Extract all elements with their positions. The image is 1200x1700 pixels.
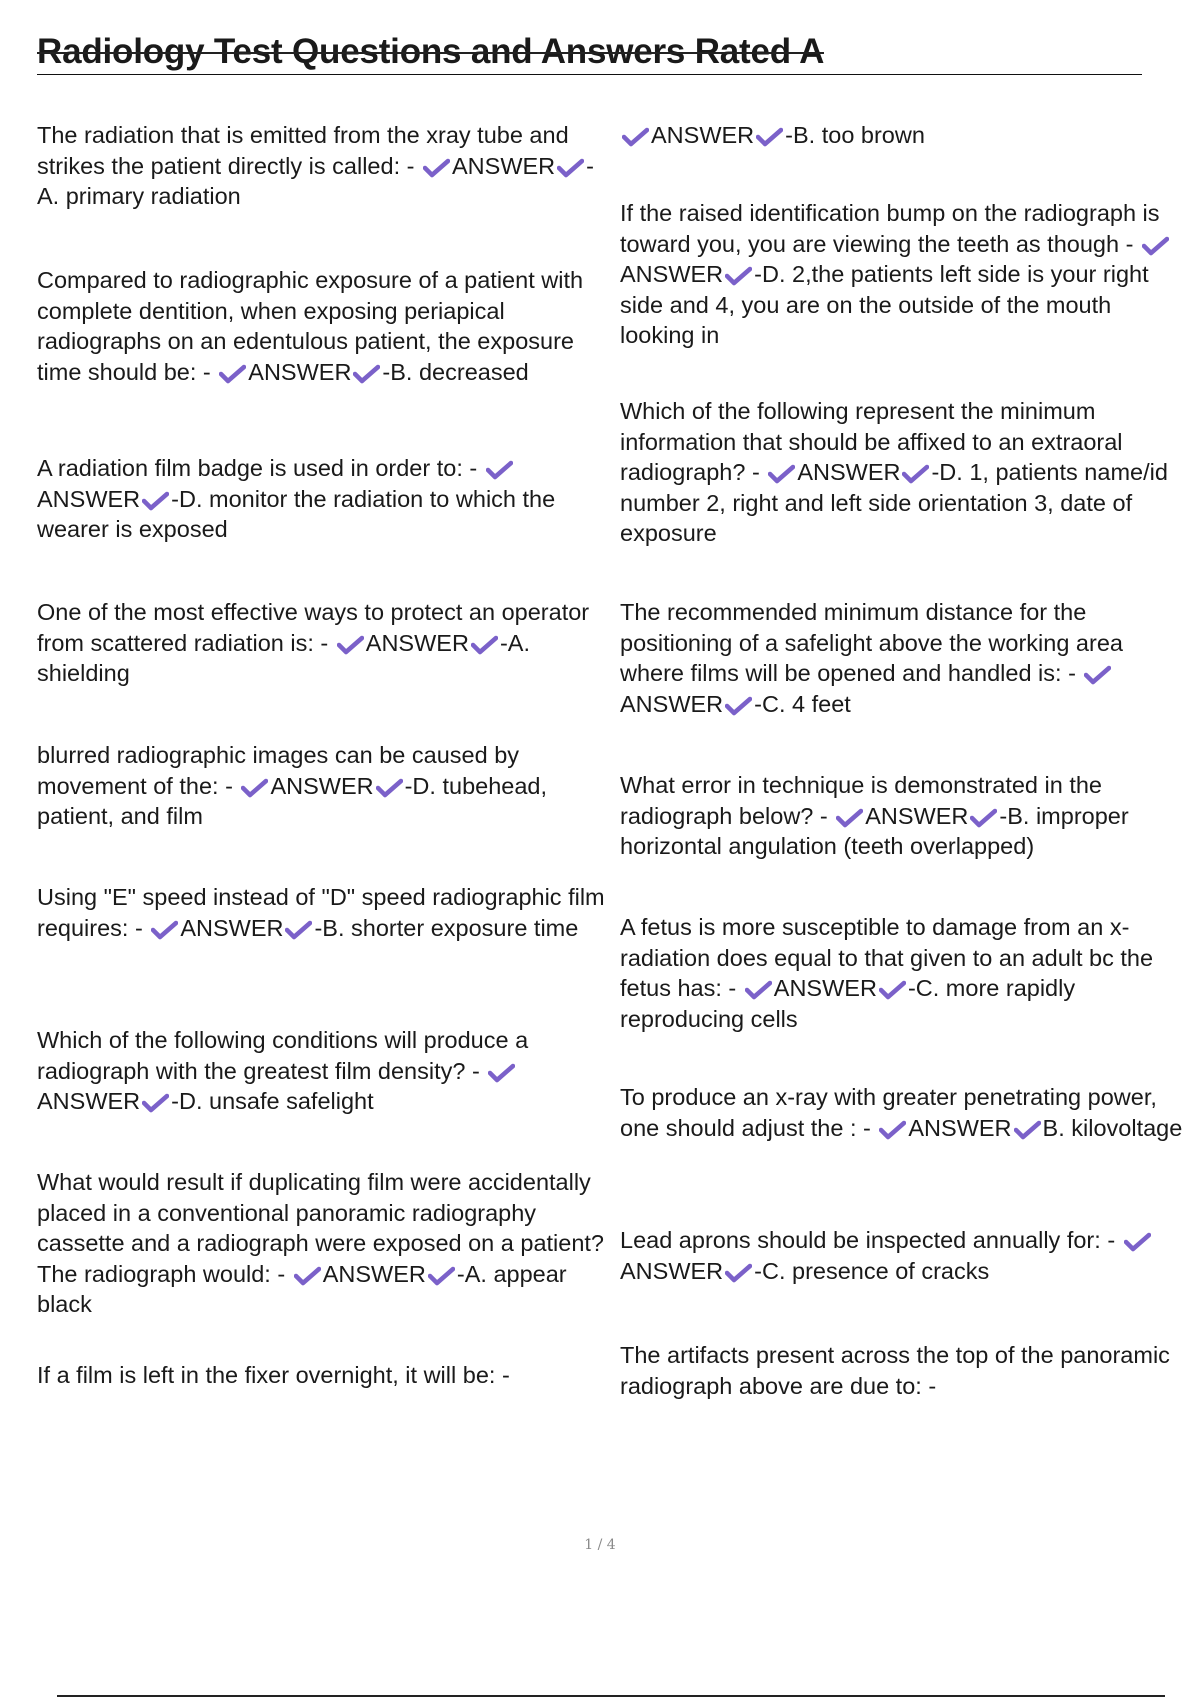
answer-label: ANSWER: [620, 261, 724, 287]
check-icon: [471, 635, 498, 655]
answer-text: -D. unsafe safelight: [171, 1088, 374, 1114]
qa-item: [37, 265, 609, 387]
check-icon: [725, 696, 752, 716]
question-text: Which of the following conditions will produce a radiograph with the greatest film density? -: [37, 1027, 529, 1084]
answer-text: -D. 1, patients name/id number 2, right and left side orientation 3, date of exposure: [620, 459, 1168, 546]
answer-text: -A. primary radiation: [37, 152, 594, 209]
answer-label: ANSWER: [773, 975, 877, 1001]
check-icon: [353, 364, 380, 384]
answer-text: -B. too brown: [785, 122, 925, 148]
question-text: The recommended minimum distance for the positioning of a safelight above the working area where films will be opened and handled is: -: [620, 599, 1123, 686]
question-text: To produce an x-ray with greater penetrating power, one should adjust the : -: [620, 1084, 1157, 1141]
answer-label: ANSWER: [365, 629, 469, 656]
check-icon: [756, 127, 783, 147]
page-title: Radiology Test Questions and Answers Rated A: [37, 30, 824, 74]
question-text: Using "E" speed instead of "D" speed radiographic film requires: -: [37, 884, 605, 941]
answer-label: ANSWER: [452, 152, 556, 179]
qa-item: [620, 120, 1192, 151]
check-icon: [1084, 665, 1111, 685]
check-icon: [142, 491, 169, 511]
check-icon: [1124, 1232, 1151, 1252]
answer-text: -B. decreased: [382, 358, 529, 385]
answer-text: -B. improper horizontal angulation (teeth overlapped): [620, 802, 1129, 859]
check-icon: [294, 1266, 321, 1286]
answer-text: B. kilovoltage: [1042, 1114, 1183, 1141]
question-text: A radiation film badge is used in order to: -: [37, 455, 478, 481]
answer-text: -B. shorter exposure time: [314, 914, 579, 941]
qa-item: [37, 120, 609, 212]
answer-label: ANSWER: [180, 914, 284, 941]
qa-item: [37, 597, 609, 689]
question-text: Which of the following represent the minimum information that should be affixed to an extraoral radiograph? -: [620, 398, 1123, 485]
footer-divider: [57, 1695, 1165, 1697]
qa-item: [620, 198, 1192, 351]
question-text: The radiation that is emitted from the xray tube and strikes the patient directly is called: -: [37, 122, 569, 179]
check-icon: [486, 460, 513, 480]
check-icon: [557, 158, 584, 178]
answer-label: ANSWER: [620, 1257, 724, 1284]
check-icon: [1142, 236, 1169, 256]
qa-item: [620, 770, 1192, 862]
qa-item: [37, 1025, 609, 1117]
check-icon: [622, 127, 649, 147]
answer-text: -A. appear black: [37, 1260, 567, 1317]
page-number: 1 / 4: [584, 1537, 616, 1553]
check-icon: [151, 920, 178, 940]
check-icon: [219, 364, 246, 384]
qa-item: [37, 882, 609, 943]
question-text: What would result if duplicating film were accidentally placed in a conventional panoramic radiography cassette and a radiograph were exposed on a patient? The radiograph would: -: [37, 1169, 605, 1287]
qa-item: [620, 1225, 1192, 1286]
answer-text: -A. shielding: [37, 629, 530, 686]
qa-item: [37, 1360, 609, 1391]
answer-text: -D. monitor the radiation to which the wearer is exposed: [37, 485, 556, 542]
check-icon: [142, 1093, 169, 1113]
check-icon: [488, 1063, 515, 1083]
check-icon: [428, 1266, 455, 1286]
question-text: A fetus is more susceptible to damage from an x-radiation does equal to that given to an adult bc the fetus has: -: [620, 914, 1154, 1001]
question-text: If the raised identification bump on the radiograph is toward you, you are viewing the teeth as though -: [620, 200, 1160, 257]
document-header: [37, 30, 1142, 75]
question-text: What error in technique is demonstrated in the radiograph below? -: [620, 772, 1103, 829]
question-text: Compared to radiographic exposure of a patient with complete dentition, when exposing periapical radiographs on an edentulous patient, the exposure time should be: -: [37, 267, 584, 385]
check-icon: [902, 464, 929, 484]
answer-label: ANSWER: [651, 122, 755, 148]
check-icon: [970, 808, 997, 828]
check-icon: [768, 464, 795, 484]
answer-label: ANSWER: [908, 1114, 1012, 1141]
check-icon: [376, 778, 403, 798]
answer-label: ANSWER: [322, 1260, 426, 1287]
qa-item: [620, 396, 1192, 549]
question-text: blurred radiographic images can be caused by movement of the: -: [37, 742, 520, 799]
check-icon: [1014, 1120, 1041, 1140]
check-icon: [879, 980, 906, 1000]
answer-label: ANSWER: [270, 772, 374, 799]
answer-text: -C. 4 feet: [754, 690, 851, 717]
answer-text: -D. 2,the patients left side is your right side and 4, you are on the outside of the mouth looking in: [620, 261, 1149, 348]
answer-label: ANSWER: [865, 802, 969, 829]
question-text: If a film is left in the fixer overnight, it will be: -: [37, 1362, 510, 1388]
answer-label: ANSWER: [248, 358, 352, 385]
check-icon: [423, 158, 450, 178]
question-text: Lead aprons should be inspected annually for: -: [620, 1227, 1116, 1253]
check-icon: [285, 920, 312, 940]
qa-item: [37, 1167, 609, 1320]
answer-label: ANSWER: [37, 485, 141, 512]
qa-item: [620, 912, 1192, 1034]
check-icon: [725, 266, 752, 286]
check-icon: [337, 635, 364, 655]
answer-text: -C. presence of cracks: [754, 1257, 990, 1284]
question-text: The artifacts present across the top of the panoramic radiograph above are due to: -: [620, 1342, 1170, 1399]
answer-label: ANSWER: [797, 459, 901, 485]
answer-text: -D. tubehead, patient, and film: [37, 772, 548, 829]
check-icon: [745, 980, 772, 1000]
check-icon: [725, 1263, 752, 1283]
qa-item: [620, 1340, 1192, 1401]
question-text: One of the most effective ways to protect an operator from scattered radiation is: -: [37, 599, 590, 656]
qa-item: [37, 453, 609, 545]
check-icon: [836, 808, 863, 828]
qa-item: [620, 1082, 1192, 1143]
qa-item: [37, 740, 609, 832]
check-icon: [241, 778, 268, 798]
qa-item: [620, 597, 1192, 719]
check-icon: [879, 1120, 906, 1140]
answer-text: -C. more rapidly reproducing cells: [620, 975, 1076, 1032]
answer-label: ANSWER: [37, 1088, 141, 1114]
answer-label: ANSWER: [620, 690, 724, 717]
